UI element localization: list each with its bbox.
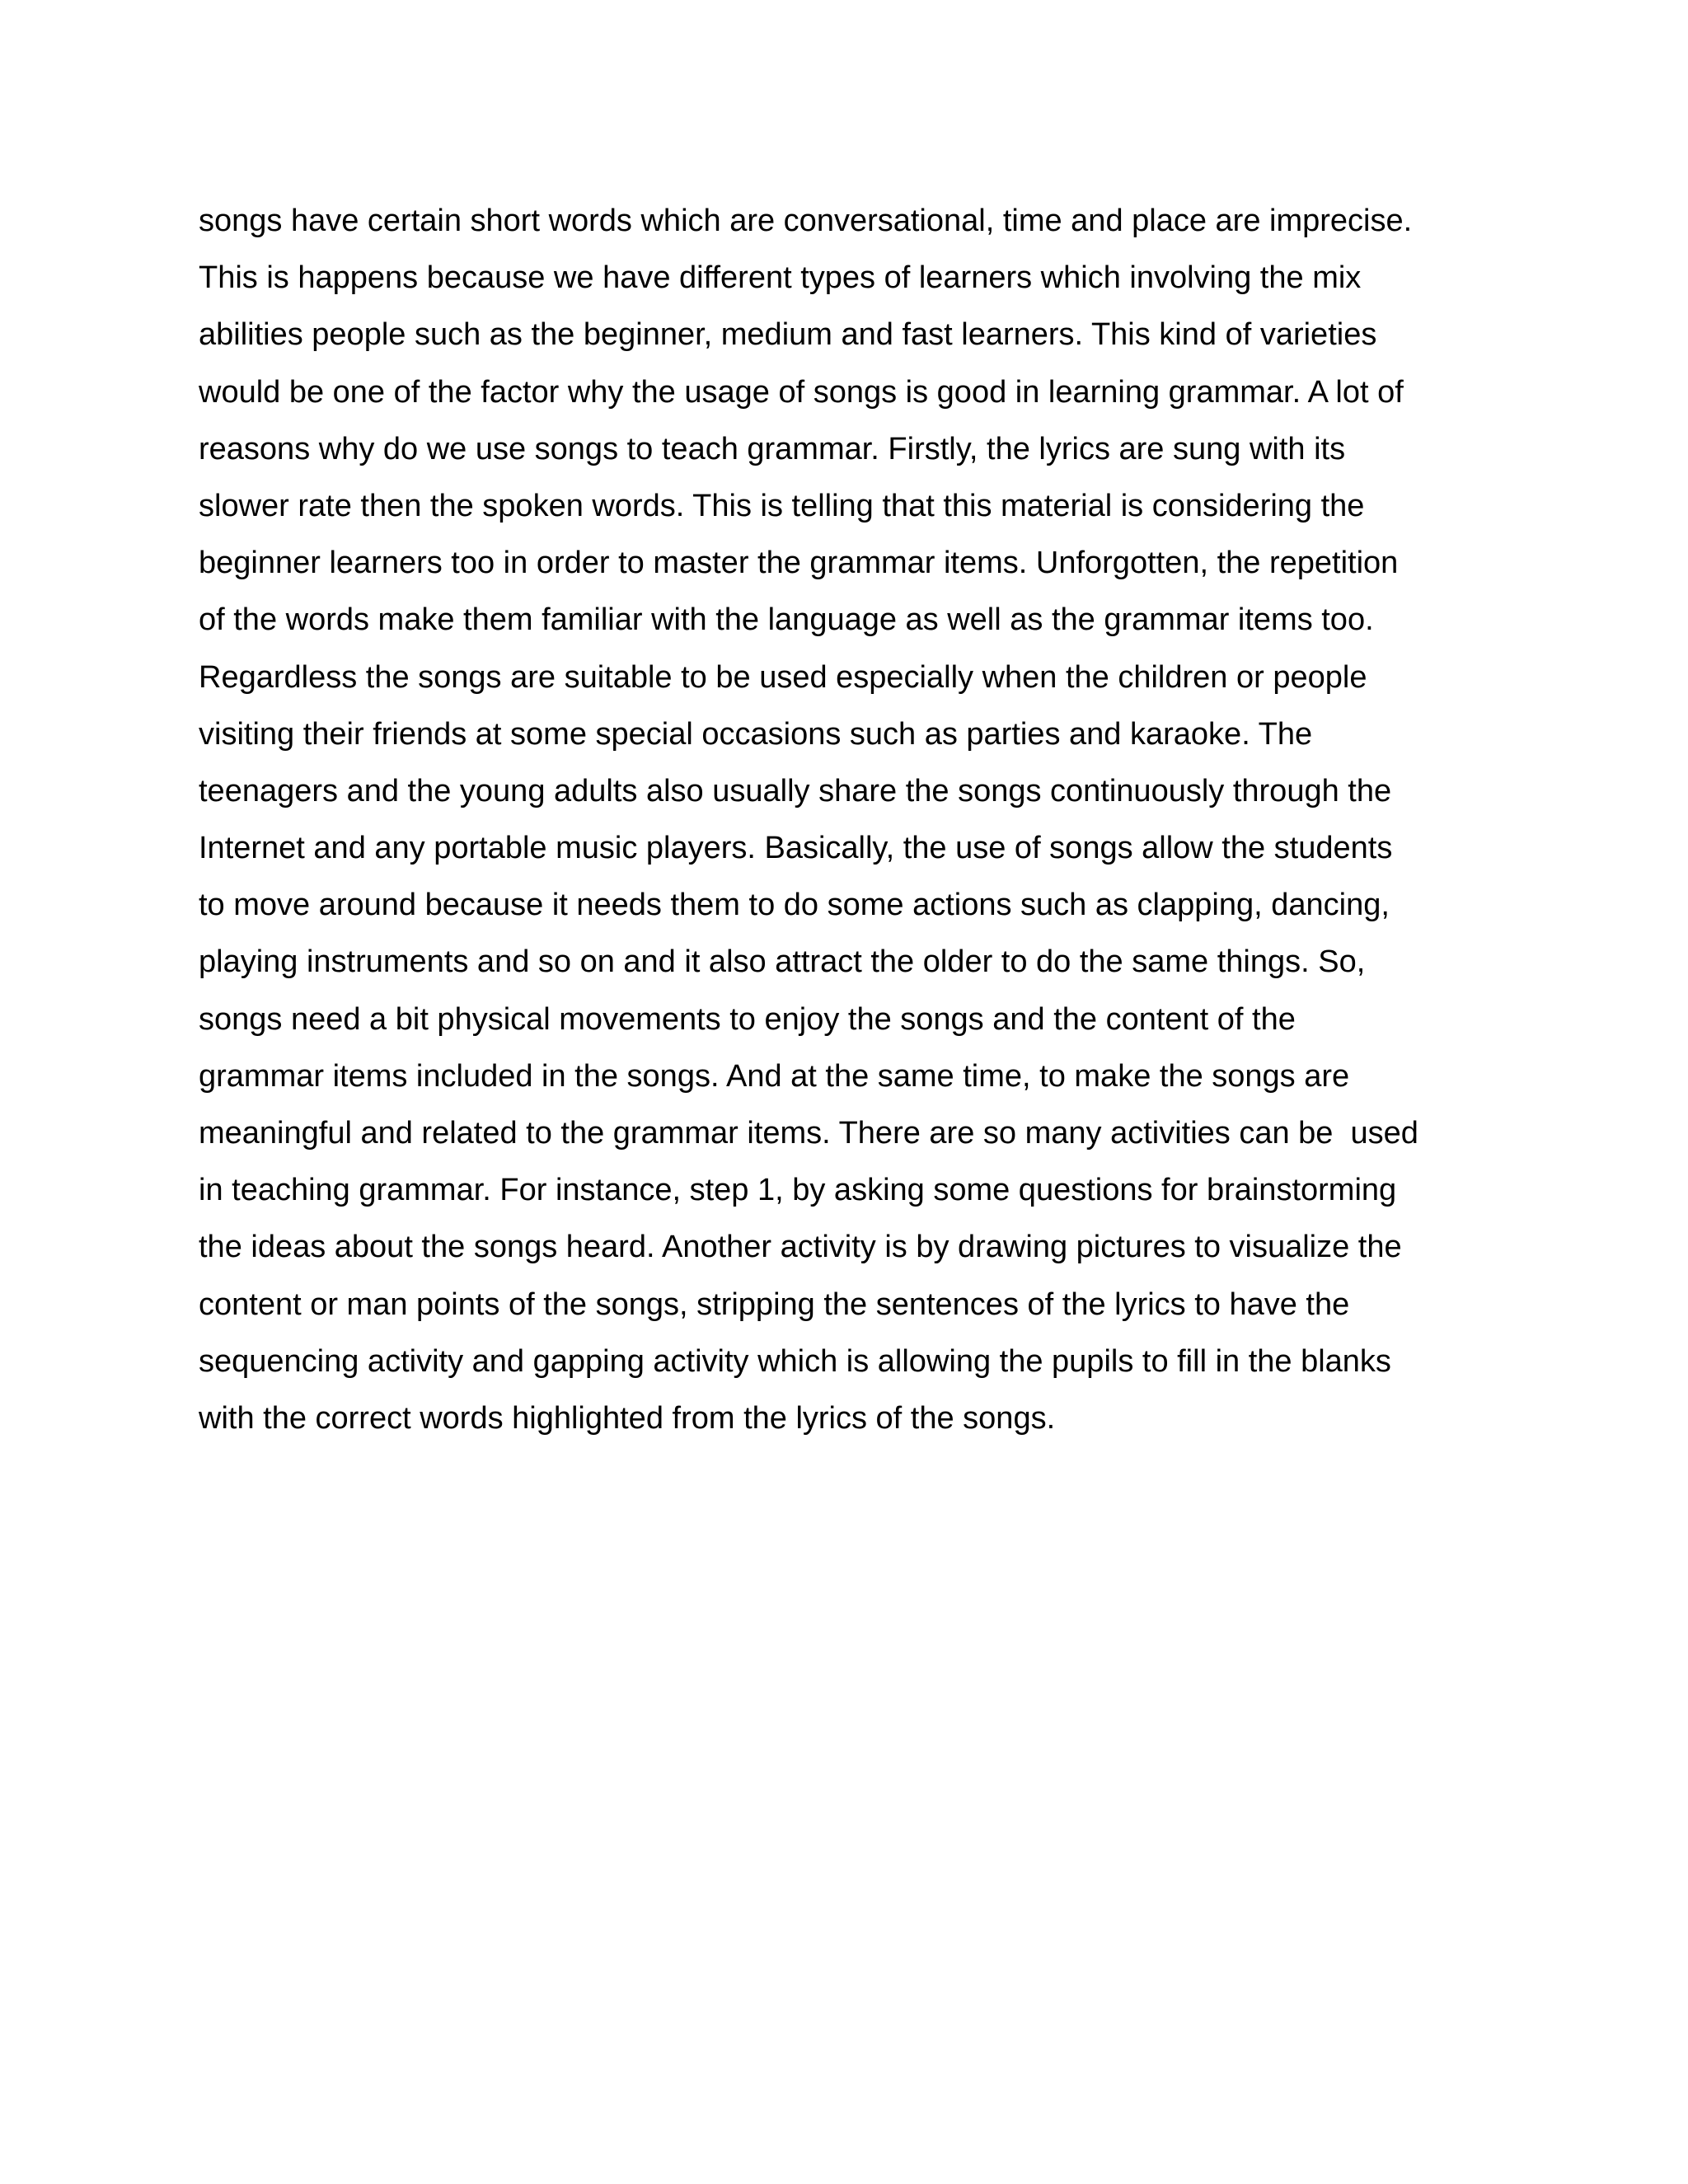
text-line: Regardless the songs are suitable to be used especially when the children or people bbox=[199, 659, 1367, 695]
text-line: sequencing activity and gapping activity which is allowing the pupils to fill in the blanks bbox=[199, 1343, 1391, 1379]
text-line: teenagers and the young adults also usually share the songs continuously through the bbox=[199, 773, 1392, 808]
body-paragraph bbox=[199, 193, 1501, 1447]
text-line: Internet and any portable music players. Basically, the use of songs allow the students bbox=[199, 831, 1393, 866]
text-line: meaningful and related to the grammar items. There are so many activities can be used bbox=[199, 1116, 1418, 1151]
text-line: would be one of the factor why the usage of songs is good in learning grammar. A lot of bbox=[199, 374, 1404, 410]
text-line: to move around because it needs them to do some actions such as clapping, dancing, bbox=[199, 888, 1390, 923]
text-line: songs have certain short words which are conversational, time and place are imprecise. bbox=[199, 204, 1413, 238]
text-line: slower rate then the spoken words. This is telling that this material is considering the bbox=[199, 488, 1365, 523]
text-line: reasons why do we use songs to teach grammar. Firstly, the lyrics are sung with its bbox=[199, 431, 1346, 466]
text-line: of the words make them familiar with the language as well as the grammar items too. bbox=[199, 602, 1374, 638]
text-line: songs need a bit physical movements to enjoy the songs and the content of the bbox=[199, 1001, 1296, 1037]
text-line: grammar items included in the songs. And at the same time, to make the songs are bbox=[199, 1058, 1350, 1094]
text-line: with the correct words highlighted from the lyrics of the songs. bbox=[199, 1400, 1056, 1436]
text-line: visiting their friends at some special occasions such as parties and karaoke. The bbox=[199, 716, 1313, 752]
text-line: beginner learners too in order to master the grammar items. Unforgotten, the repetition bbox=[199, 546, 1399, 581]
text-line: the ideas about the songs heard. Another activity is by drawing pictures to visualize the bbox=[199, 1230, 1402, 1265]
text-line: in teaching grammar. For instance, step 1, by asking some questions for brainstorming bbox=[199, 1173, 1397, 1208]
text-line: This is happens because we have different types of learners which involving the mix bbox=[199, 260, 1362, 296]
text-line: content or man points of the songs, stripping the sentences of the lyrics to have the bbox=[199, 1286, 1350, 1322]
text-line: abilities people such as the beginner, medium and fast learners. This kind of varieties bbox=[199, 317, 1377, 353]
text-line: playing instruments and so on and it also attract the older to do the same things. So, bbox=[199, 944, 1366, 980]
